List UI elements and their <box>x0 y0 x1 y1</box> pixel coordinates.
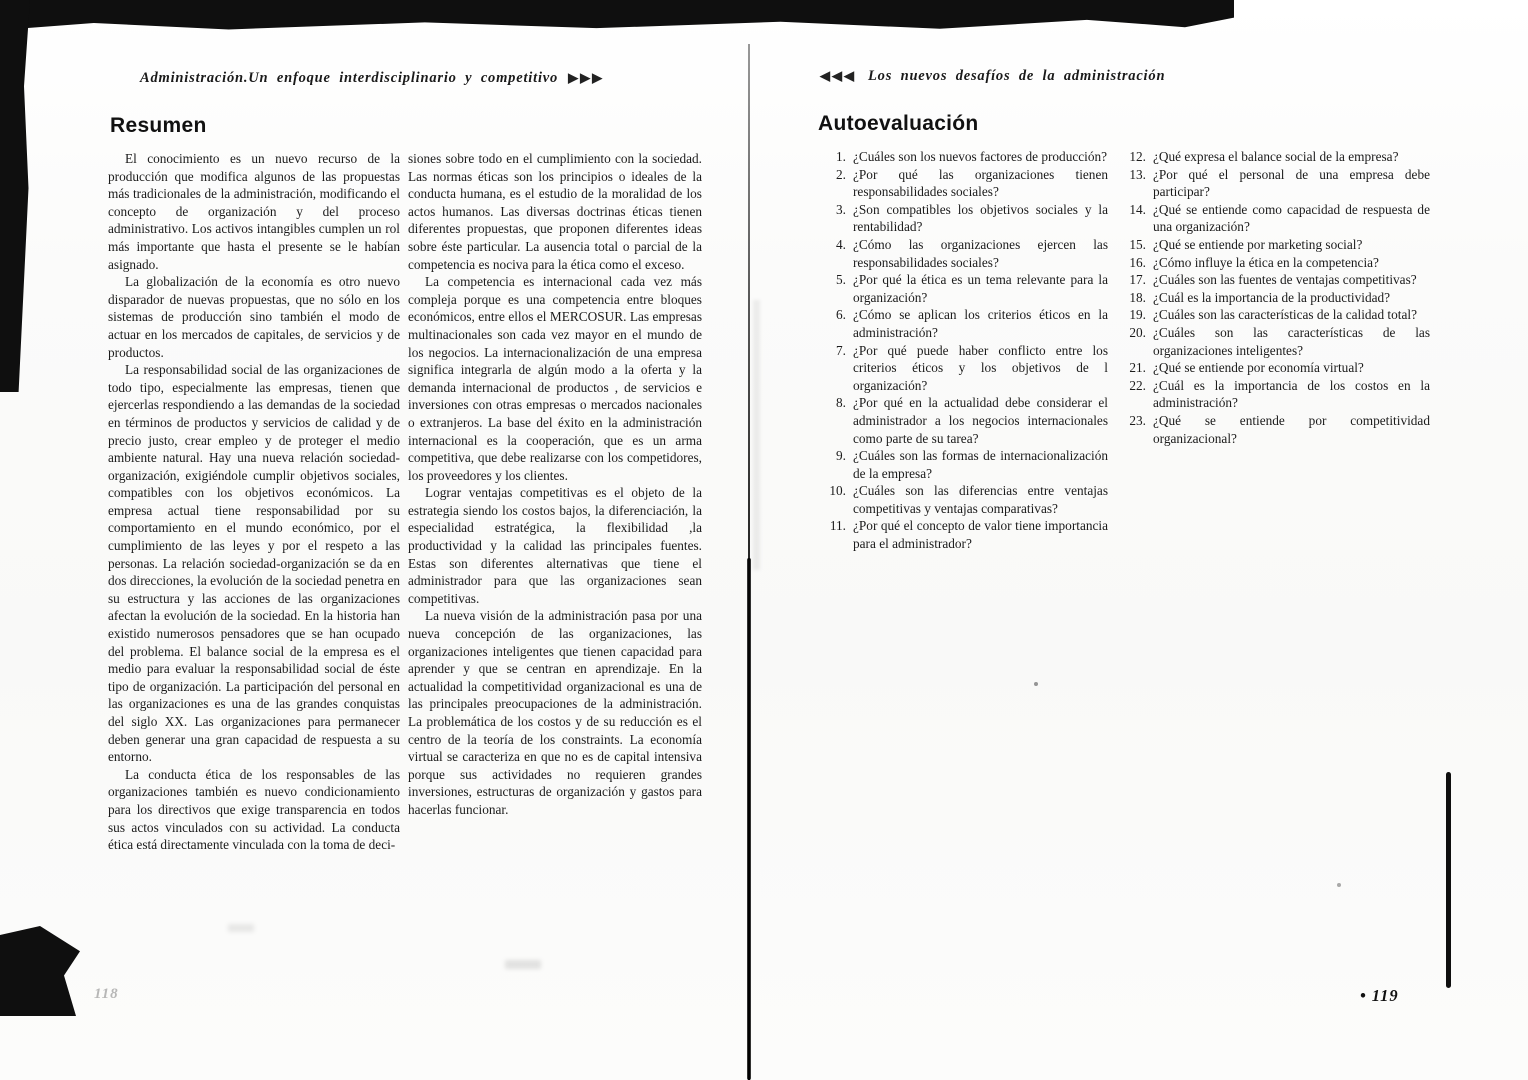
question-item <box>820 148 1108 166</box>
scan-artifact-left-band <box>0 0 30 392</box>
question-item <box>820 517 1108 552</box>
question-text: ¿Cómo influye la ética en la competencia? <box>1153 254 1379 270</box>
question-number: 6. <box>836 307 846 323</box>
question-number: 12. <box>1129 149 1146 164</box>
question-item <box>1120 148 1430 166</box>
question-item <box>1120 412 1430 447</box>
page-gutter-shadow <box>747 558 751 1080</box>
question-text: ¿Por qué en la actualidad debe considerar el administrador a los negocios internacionales como parte de su tarea? <box>853 395 1108 446</box>
question-item <box>1120 236 1430 254</box>
question-text: ¿Cuál es la importancia de los costos en la administración? <box>1153 377 1430 411</box>
question-item <box>820 236 1108 271</box>
scan-speck <box>1337 883 1341 887</box>
question-number: 13. <box>1129 166 1146 182</box>
question-number: 4. <box>836 236 846 252</box>
question-item <box>1120 359 1430 377</box>
scan-smudge <box>505 960 541 969</box>
question-number: 10. <box>829 483 846 499</box>
question-item <box>820 447 1108 482</box>
question-text: ¿Por qué la ética es un tema relevante para la organización? <box>853 272 1108 305</box>
page-gutter-smear <box>753 300 760 570</box>
question-number: 7. <box>836 342 846 358</box>
body-paragraph: La globalización de la economía es otro nuevo disparador de nuevas propuestas, que no sólo en los sistemas de producción sino también el modo de actuar en los mercados de capitales, de servicios y de productos. <box>108 274 400 360</box>
body-paragraph: El conocimiento es un nuevo recurso de la producción que modifica algunos de las propuestas más tradicionales de la administración, modificando el concepto de organización y del proceso administrativo. Los activos intangibles cumplen un rol más importante que hasta el presente se le habían asignado. <box>108 151 400 272</box>
body-paragraph: Lograr ventajas competitivas es el objeto de la estrategia siendo los costos bajos, la diferenciación, la especialidad estratégica, la flexibilidad ,la productividad y la calidad las principales fuentes. Estas son diferentes alternativas que tiene el administrador para que las organizaciones sean competitivas. <box>408 485 702 606</box>
question-text: ¿Por qué las organizaciones tienen responsabilidades sociales? <box>853 166 1108 200</box>
summary-column-1 <box>108 150 400 854</box>
question-number: 21. <box>1129 360 1146 376</box>
question-text: ¿Cuáles son las características de la calidad total? <box>1153 307 1417 323</box>
question-number: 19. <box>1129 307 1146 323</box>
question-text: ¿Cuáles son las fuentes de ventajas competitivas? <box>1153 272 1417 288</box>
question-text: ¿Cómo las organizaciones ejercen las responsabilidades sociales? <box>853 236 1108 270</box>
question-number: 2. <box>836 166 846 182</box>
body-paragraph: La competencia es internacional cada vez más compleja porque es una competencia entre bloques económicos, entre ellos el MERCOSUR. Las empresas multinacionales son cada vez mayor en el mundo de los negocios. La internacionalización de una empresa significa integrarla de algún modo a la oferta y la demanda internacional de productos , de servicios e inversiones con otras empresas o mercados nacionales o extranjeros. La base del éxito en la administración internacional es la cooperación, que es un arma competitiva, que debe realizarse con los competidores, los proveedores y los clientes. <box>408 274 702 483</box>
question-number: 18. <box>1129 289 1146 305</box>
body-paragraph: siones sobre todo en el cumplimiento con la sociedad. Las normas éticas son los principios o ideales de la conducta humana, es el estudio de la moralidad de los actos humanos. Las diversas doctrinas éticas tienen diferentes propuestas, que proponen diferentes ideas sobre éste particular. La ausencia total o parcial de la competencia es nociva para la ética como el exceso. <box>408 151 702 272</box>
question-list-column-1 <box>820 148 1108 553</box>
question-number: 20. <box>1129 324 1146 340</box>
question-number: 22. <box>1129 377 1146 393</box>
question-text: ¿Cuál es la importancia de la productividad? <box>1153 289 1391 305</box>
question-number: 1. <box>836 149 846 164</box>
question-item <box>1120 254 1430 272</box>
question-item <box>820 394 1108 447</box>
question-text: ¿Qué se entiende por competitividad organizacional? <box>1153 412 1430 446</box>
question-item <box>1120 271 1430 289</box>
question-number: 9. <box>836 448 846 464</box>
question-item <box>1120 166 1430 201</box>
question-number: 17. <box>1129 272 1146 288</box>
left-running-header-text: Administración.Un enfoque interdisciplinario y competitivo <box>140 70 559 86</box>
question-item <box>1120 201 1430 236</box>
summary-column-2 <box>408 150 702 819</box>
page-number-left: 118 <box>94 986 119 1002</box>
left-page-running-header <box>140 70 604 87</box>
body-paragraph: La conducta ética de los responsables de las organizaciones también es nuevo condicionamiento para los directivos que exige transparencia en todos sus actos vinculados con su actividad. La conducta ética está directamente vinculada con la toma de deci- <box>108 766 400 853</box>
question-number: 16. <box>1129 254 1146 270</box>
question-text: ¿Qué se entiende por economía virtual? <box>1153 360 1364 376</box>
question-text: ¿Qué se entiende por marketing social? <box>1153 236 1363 252</box>
question-item <box>820 306 1108 341</box>
question-item <box>1120 324 1430 359</box>
question-number: 3. <box>836 201 846 217</box>
back-arrows-icon: ◀◀◀ <box>820 68 856 83</box>
question-number: 23. <box>1129 412 1146 428</box>
question-list-column-2 <box>1120 148 1430 447</box>
question-number: 5. <box>836 272 846 288</box>
question-number: 8. <box>836 395 846 411</box>
question-text: ¿Cuáles son las formas de internacionalización de la empresa? <box>853 448 1108 481</box>
right-running-header-text: Los nuevos desafíos de la administración <box>868 68 1166 84</box>
question-text: ¿Cuáles son las características de las organizaciones inteligentes? <box>1153 324 1430 358</box>
question-text: ¿Por qué puede haber conflicto entre los criterios éticos y los objetivos de l organización? <box>853 342 1108 393</box>
question-number: 14. <box>1129 201 1146 217</box>
page-number-right <box>1360 986 1399 1006</box>
scan-speck <box>1034 682 1038 686</box>
scan-artifact-bottom-left-blob <box>0 926 80 1016</box>
question-text: ¿Qué expresa el balance social de la empresa? <box>1153 149 1399 164</box>
question-text: ¿Cómo se aplican los criterios éticos en la administración? <box>853 307 1108 340</box>
question-number: 15. <box>1129 236 1146 252</box>
scan-artifact-right-line <box>1446 772 1451 988</box>
self-evaluation-section-title: Autoevaluación <box>818 112 979 135</box>
question-item <box>820 201 1108 236</box>
right-page-running-header <box>820 68 1165 85</box>
body-paragraph: La responsabilidad social de las organizaciones de todo tipo, especialmente las empresas, tienen que ejercerlas respondiendo a las demandas de la sociedad en términos de productos y servicios de calidad y de precio justo, crear empleo y de proteger el medio ambiente natural. Hay una nueva relación sociedad-organización, exigiéndole cumplir objetivos sociales, compatibles con los objetivos económicos. La empresa actual tiene responsabilidad por su comportamiento en el mundo económico, por el cumplimiento de las leyes y por el respeto a las personas. La relación sociedad-organización se da en dos direcciones, la evolución de la sociedad penetra en su estructura y las acciones de las organizaciones afectan la evolución de la sociedad. En la historia han existido numerosos pensadores que se han ocupado del problema. El balance social de la empresa es el medio para evaluar la responsabilidad social de éste tipo de organización. La participación del personal en las organizaciones es una de las grandes conquistas del siglo XX. Las organizaciones para permanecer deben generar una gran capacidad de respuesta a su entorno. <box>108 362 400 765</box>
body-paragraph: La nueva visión de la administración pasa por una nueva concepción de las organizaciones, las organizaciones inteligentes que tienen capacidad para aprender y que se centran en aprendizaje. En la actualidad la competitividad organizacional es una de las principales preocupaciones de la administración. La problemática de los costos y de su reducción es el centro de la teoría de los constraints. La economía virtual se caracteriza en que no es de capital intensiva porque sus actividades no requieren grandes inversiones, estructuras de organización y gastos para hacerlas funcionar. <box>408 608 702 817</box>
page-number-bullet: • <box>1360 986 1367 1005</box>
question-text: ¿Por qué el concepto de valor tiene importancia para el administrador? <box>853 518 1108 552</box>
question-item <box>1120 306 1430 324</box>
question-item <box>820 482 1108 517</box>
question-text: ¿Qué se entiende como capacidad de respuesta de una organización? <box>1153 201 1430 235</box>
question-text: ¿Cuáles son los nuevos factores de producción? <box>853 149 1108 164</box>
question-text: ¿Por qué el personal de una empresa debe participar? <box>1153 166 1430 200</box>
scan-artifact-top-band <box>8 0 1234 32</box>
question-item <box>1120 289 1430 307</box>
question-item <box>820 271 1108 306</box>
question-text: ¿Son compatibles los objetivos sociales y la rentabilidad? <box>853 201 1108 235</box>
question-number: 11. <box>829 518 846 534</box>
question-item <box>820 342 1108 395</box>
question-text: ¿Cuáles son las diferencias entre ventajas competitivas y ventajas comparativas? <box>853 483 1108 516</box>
scan-smudge <box>228 924 254 932</box>
summary-section-title: Resumen <box>110 114 207 137</box>
forward-arrows-icon: ▶▶▶ <box>568 70 605 85</box>
question-item <box>1120 377 1430 412</box>
question-item <box>820 166 1108 201</box>
page-number-right-value: 119 <box>1371 986 1399 1005</box>
